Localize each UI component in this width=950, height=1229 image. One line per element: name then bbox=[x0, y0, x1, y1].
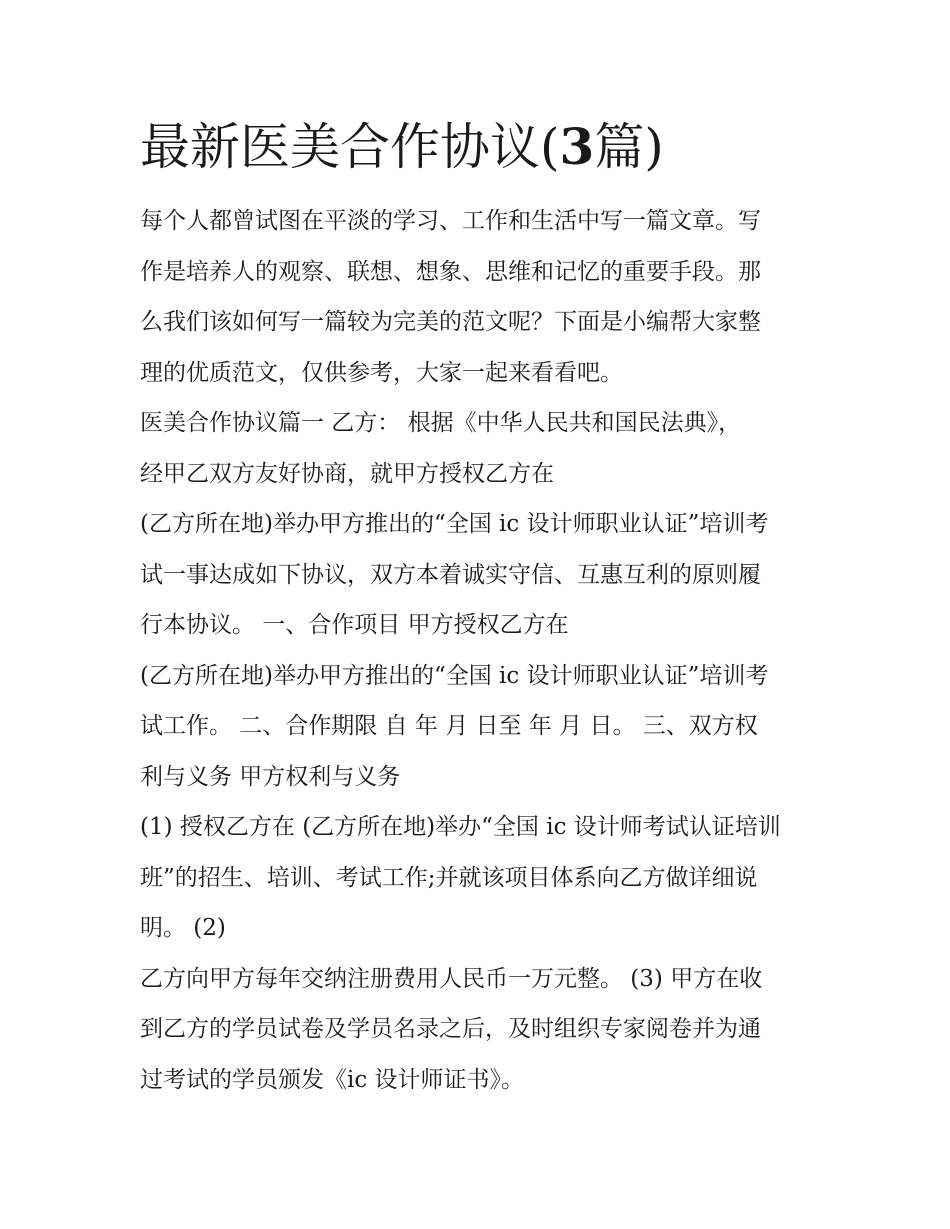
body-line: 到乙方的学员试卷及学员名录之后，及时组织专家阅卷并为通 bbox=[140, 1016, 761, 1042]
body-line: 班”的招生、培训、考试工作;并就该项目体系向乙方做详细说 bbox=[140, 864, 758, 891]
title-number: 3 bbox=[559, 117, 595, 176]
body-line: 理的优质范文，仅供参考，大家一起来看看吧。 bbox=[140, 359, 623, 386]
body-line: 明。 (2) bbox=[140, 915, 226, 941]
body-line: (1) 授权乙方在 (乙方所在地)举办“全国 ic 设计师考试认证培训 bbox=[140, 814, 781, 840]
body-line: (乙方所在地)举办甲方推出的“全国 ic 设计师职业认证”培训考 bbox=[140, 662, 769, 689]
title-suffix: 篇) bbox=[594, 118, 664, 176]
body-line: 乙方向甲方每年交纳注册费用人民币一万元整。 (3) 甲方在收 bbox=[140, 965, 763, 992]
body-line: 试一事达成如下协议，双方本着诚实守信、互惠互利的原则履 bbox=[140, 561, 761, 588]
body-line: 每个人都曾试图在平淡的学习、工作和生活中写一篇文章。写 bbox=[140, 208, 761, 234]
body-line: 经甲乙双方友好协商，就甲方授权乙方在 bbox=[140, 460, 554, 487]
title-prefix: 最新医美合作协议( bbox=[140, 118, 560, 176]
body-line: 过考试的学员颁发《ic 设计师证书》。 bbox=[140, 1066, 525, 1093]
body-line: 作是培养人的观察、联想、想象、思维和记忆的重要手段。那 bbox=[140, 258, 761, 285]
body-line: 么我们该如何写一篇较为完美的范文呢？下面是小编帮大家整 bbox=[140, 309, 761, 335]
body-line: 试工作。 二、合作期限 自 年 月 日至 年 月 日。 三、双方权 bbox=[140, 713, 758, 739]
body-line: (乙方所在地)举办甲方推出的“全国 ic 设计师职业认证”培训考 bbox=[140, 511, 769, 537]
body-line: 行本协议。 一、合作项目 甲方授权乙方在 bbox=[140, 612, 569, 638]
body-line: 利与义务 甲方权利与义务 bbox=[140, 763, 401, 790]
body-line: 医美合作协议篇一 乙方： 根据《中华人民共和国民法典》， bbox=[140, 410, 742, 436]
document-body bbox=[140, 196, 820, 1105]
document-title bbox=[140, 113, 664, 181]
